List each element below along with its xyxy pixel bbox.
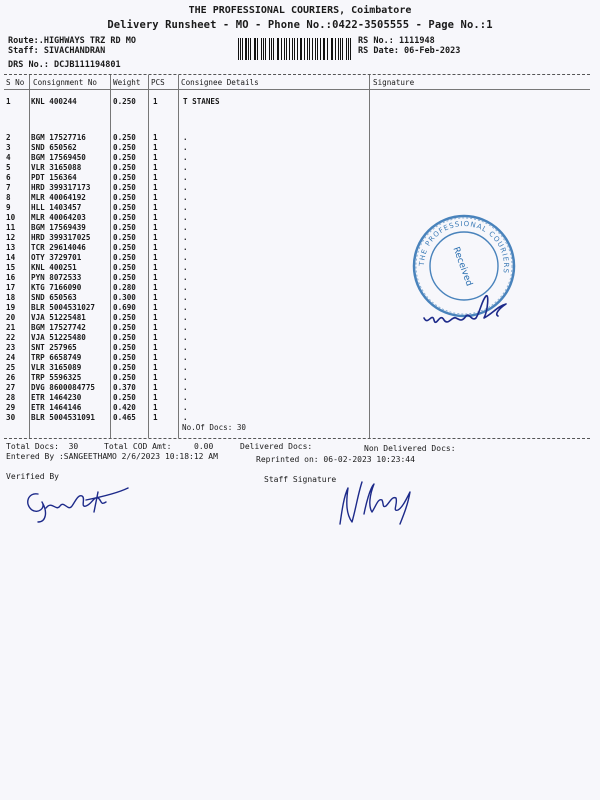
column-divider: [29, 75, 30, 438]
barcode-bar: [315, 38, 316, 60]
row-sno: 26: [6, 373, 16, 382]
row-weight: 0.250: [113, 203, 136, 212]
row-consignee: .: [183, 333, 188, 342]
row-consignment-no: BGM 17527742: [31, 323, 86, 332]
row-consignee: .: [183, 403, 188, 412]
barcode-bar: [317, 38, 318, 60]
row-sno: 11: [6, 223, 16, 232]
row-sno: 12: [6, 233, 16, 242]
barcode-bar: [292, 38, 293, 60]
header-sno: S No: [6, 78, 25, 87]
row-pcs: 1: [153, 313, 158, 322]
row-consignment-no: TCR 29614046: [31, 243, 86, 252]
barcode-bar: [286, 38, 287, 60]
barcode-bar: [301, 38, 302, 60]
barcode-bar: [324, 38, 325, 60]
row-pcs: 1: [153, 243, 158, 252]
row-pcs: 1: [153, 333, 158, 342]
row-consignee: .: [183, 143, 188, 152]
row-consignee: .: [183, 303, 188, 312]
barcode: [238, 38, 354, 60]
verified-by-label: Verified By: [6, 472, 59, 481]
row-weight: 0.250: [113, 353, 136, 362]
row-sno: 5: [6, 163, 11, 172]
row-pcs: 1: [153, 183, 158, 192]
row-sno: 25: [6, 363, 16, 372]
row-pcs: 1: [153, 133, 158, 142]
rs-date: RS Date: 06-Feb-2023: [358, 46, 461, 56]
row-consignee: .: [183, 293, 188, 302]
row-consignment-no: KNL 400244: [31, 97, 77, 106]
consignee-signature: [420, 282, 530, 332]
row-weight: 0.250: [113, 193, 136, 202]
row-consignee: .: [183, 373, 188, 382]
table-top-rule: [4, 74, 590, 75]
row-weight: 0.250: [113, 273, 136, 282]
barcode-bar: [350, 38, 351, 60]
row-sno: 2: [6, 133, 11, 142]
column-divider: [148, 75, 149, 438]
row-sno: 27: [6, 383, 16, 392]
row-weight: 0.250: [113, 243, 136, 252]
row-weight: 0.420: [113, 403, 136, 412]
row-consignment-no: BGM 17569439: [31, 223, 86, 232]
total-cod-label: Total COD Amt:: [104, 442, 172, 451]
row-sno: 24: [6, 353, 16, 362]
svg-text:THE PROFESSIONAL COURIERS: THE PROFESSIONAL COURIERS: [417, 219, 511, 275]
row-consignment-no: KNL 400251: [31, 263, 77, 272]
row-pcs: 1: [153, 343, 158, 352]
row-weight: 0.250: [113, 173, 136, 182]
row-sno: 10: [6, 213, 16, 222]
row-pcs: 1: [153, 233, 158, 242]
row-consignment-no: BLR 5004531027: [31, 303, 96, 312]
row-weight: 0.250: [113, 143, 136, 152]
total-cod-value: 0.00: [194, 442, 214, 451]
header-weight: Weight: [113, 78, 141, 87]
header-consignment: Consignment No: [33, 78, 98, 87]
row-consignee: .: [183, 273, 188, 282]
row-sno: 8: [6, 193, 11, 202]
rs-number: RS No.: 1111948: [358, 36, 435, 46]
row-pcs: 1: [153, 153, 158, 162]
barcode-bar: [338, 38, 339, 60]
staff-signature-label: Staff Signature: [264, 475, 337, 484]
staff-signature: [330, 470, 420, 532]
row-consignee: .: [183, 213, 188, 222]
row-consignee: .: [183, 393, 188, 402]
row-weight: 0.250: [113, 223, 136, 232]
row-sno: 14: [6, 253, 16, 262]
row-consignment-no: KTG 7166090: [31, 283, 82, 292]
row-consignment-no: HRD 399317025: [31, 233, 91, 242]
row-consignment-no: SND 650562: [31, 143, 77, 152]
row-weight: 0.250: [113, 153, 136, 162]
entered-by: Entered By :SANGEETHAMO 2/6/2023 10:18:12 AM: [6, 452, 218, 461]
delivered-docs: Delivered Docs:: [240, 442, 313, 451]
barcode-bar: [342, 38, 343, 60]
row-pcs: 1: [153, 373, 158, 382]
row-consignee: .: [183, 413, 188, 422]
row-consignment-no: BGM 17527716: [31, 133, 86, 142]
row-pcs: 1: [153, 163, 158, 172]
row-sno: 30: [6, 413, 16, 422]
barcode-bar: [309, 38, 310, 60]
row-weight: 0.250: [113, 263, 136, 272]
row-weight: 0.250: [113, 323, 136, 332]
row-pcs: 1: [153, 273, 158, 282]
column-divider: [369, 75, 370, 438]
runsheet-subtitle: Delivery Runsheet - MO - Phone No.:0422-3505555 - Page No.:1: [107, 19, 493, 31]
barcode-bar: [278, 38, 279, 60]
row-weight: 0.250: [113, 333, 136, 342]
verified-by-signature: [22, 478, 134, 528]
row-weight: 0.250: [113, 233, 136, 242]
row-sno: 6: [6, 173, 11, 182]
row-pcs: 1: [153, 193, 158, 202]
row-sno: 1: [6, 97, 11, 106]
row-consignee: .: [183, 133, 188, 142]
row-pcs: 1: [153, 383, 158, 392]
row-sno: 29: [6, 403, 16, 412]
row-consignment-no: VJA 51225481: [31, 313, 86, 322]
drs-number: DRS No.: DCJB111194801: [8, 60, 121, 70]
row-consignment-no: PYN 8072533: [31, 273, 82, 282]
row-consignee: .: [183, 253, 188, 262]
row-pcs: 1: [153, 213, 158, 222]
row-consignment-no: HRD 399317173: [31, 183, 91, 192]
row-consignment-no: VLR 3165088: [31, 163, 82, 172]
row-pcs: 1: [153, 353, 158, 362]
header-pcs: PCS: [151, 78, 165, 87]
barcode-bar: [269, 38, 270, 60]
row-weight: 0.250: [113, 253, 136, 262]
barcode-bar: [238, 38, 239, 60]
row-weight: 0.690: [113, 303, 136, 312]
barcode-bar: [250, 38, 251, 60]
row-weight: 0.250: [113, 313, 136, 322]
row-pcs: 1: [153, 97, 158, 106]
row-sno: 23: [6, 343, 16, 352]
row-sno: 3: [6, 143, 11, 152]
non-delivered-docs: Non Delivered Docs:: [364, 444, 456, 453]
column-divider: [178, 75, 179, 438]
row-consignment-no: DVG 8600084775: [31, 383, 96, 392]
row-consignment-no: MLR 40064203: [31, 213, 86, 222]
row-pcs: 1: [153, 293, 158, 302]
barcode-bar: [245, 38, 246, 60]
route-label: Route:.HIGHWAYS TRZ RD MO: [8, 36, 136, 46]
staff-label: Staff: SIVACHANDRAN: [8, 46, 106, 56]
row-consignee: .: [183, 263, 188, 272]
row-pcs: 1: [153, 403, 158, 412]
row-consignment-no: SNT 257965: [31, 343, 77, 352]
row-pcs: 1: [153, 143, 158, 152]
header-signature: Signature: [373, 78, 415, 87]
row-weight: 0.250: [113, 373, 136, 382]
svg-text:Received: Received: [450, 245, 474, 288]
no-of-docs: No.Of Docs: 30: [182, 423, 247, 432]
row-weight: 0.250: [113, 393, 136, 402]
barcode-bar: [273, 38, 274, 60]
barcode-bar: [332, 38, 333, 60]
row-sno: 18: [6, 293, 16, 302]
row-pcs: 1: [153, 393, 158, 402]
header-consignee: Consignee Details: [181, 78, 259, 87]
row-consignment-no: VJA 51225480: [31, 333, 86, 342]
row-pcs: 1: [153, 363, 158, 372]
row-weight: 0.370: [113, 383, 136, 392]
row-consignee: .: [183, 173, 188, 182]
row-consignee: .: [183, 203, 188, 212]
row-sno: 4: [6, 153, 11, 162]
row-weight: 0.250: [113, 183, 136, 192]
row-consignment-no: BGM 17569450: [31, 153, 86, 162]
row-consignee: .: [183, 343, 188, 352]
row-consignment-no: TRP 6658749: [31, 353, 82, 362]
reprinted-on: Reprinted on: 06-02-2023 10:23:44: [256, 455, 415, 464]
row-consignment-no: MLR 40064192: [31, 193, 86, 202]
row-sno: 28: [6, 393, 16, 402]
row-consignee: .: [183, 243, 188, 252]
table-header-rule: [4, 89, 590, 90]
row-consignment-no: OTY 3729701: [31, 253, 82, 262]
row-sno: 16: [6, 273, 16, 282]
row-sno: 20: [6, 313, 16, 322]
row-consignee: T STANES: [183, 97, 220, 106]
row-consignment-no: TRP 5596325: [31, 373, 82, 382]
row-pcs: 1: [153, 413, 158, 422]
row-consignee: .: [183, 183, 188, 192]
row-sno: 7: [6, 183, 11, 192]
row-consignee: .: [183, 313, 188, 322]
row-consignee: .: [183, 383, 188, 392]
row-weight: 0.250: [113, 163, 136, 172]
row-pcs: 1: [153, 303, 158, 312]
row-pcs: 1: [153, 253, 158, 262]
row-consignment-no: ETR 1464146: [31, 403, 82, 412]
row-weight: 0.300: [113, 293, 136, 302]
barcode-bar: [261, 38, 262, 60]
row-consignee: .: [183, 363, 188, 372]
row-pcs: 1: [153, 203, 158, 212]
row-sno: 9: [6, 203, 11, 212]
barcode-bar: [294, 38, 295, 60]
row-consignment-no: SND 650563: [31, 293, 77, 302]
row-consignment-no: BLR 5004531091: [31, 413, 96, 422]
row-weight: 0.465: [113, 413, 136, 422]
row-pcs: 1: [153, 173, 158, 182]
row-consignment-no: VLR 3165089: [31, 363, 82, 372]
row-consignee: .: [183, 353, 188, 362]
company-title: THE PROFESSIONAL COURIERS, Coimbatore: [188, 5, 412, 16]
row-consignee: .: [183, 223, 188, 232]
row-consignment-no: HLL 1403457: [31, 203, 82, 212]
row-consignee: .: [183, 163, 188, 172]
row-weight: 0.250: [113, 133, 136, 142]
row-weight: 0.250: [113, 363, 136, 372]
row-sno: 13: [6, 243, 16, 252]
row-pcs: 1: [153, 263, 158, 272]
row-weight: 0.280: [113, 283, 136, 292]
row-pcs: 1: [153, 323, 158, 332]
row-sno: 19: [6, 303, 16, 312]
row-consignee: .: [183, 153, 188, 162]
row-sno: 15: [6, 263, 16, 272]
row-sno: 21: [6, 323, 16, 332]
row-sno: 22: [6, 333, 16, 342]
barcode-bar: [257, 38, 258, 60]
column-divider: [110, 75, 111, 438]
row-weight: 0.250: [113, 213, 136, 222]
row-consignment-no: ETR 1464230: [31, 393, 82, 402]
total-docs: Total Docs: 30: [6, 442, 79, 451]
row-pcs: 1: [153, 223, 158, 232]
row-consignee: .: [183, 233, 188, 242]
row-weight: 0.250: [113, 97, 136, 106]
row-sno: 17: [6, 283, 16, 292]
row-consignee: .: [183, 283, 188, 292]
row-weight: 0.250: [113, 343, 136, 352]
row-consignee: .: [183, 323, 188, 332]
row-pcs: 1: [153, 283, 158, 292]
row-consignment-no: PDT 156364: [31, 173, 77, 182]
row-consignee: .: [183, 193, 188, 202]
table-bottom-rule: [4, 438, 590, 439]
